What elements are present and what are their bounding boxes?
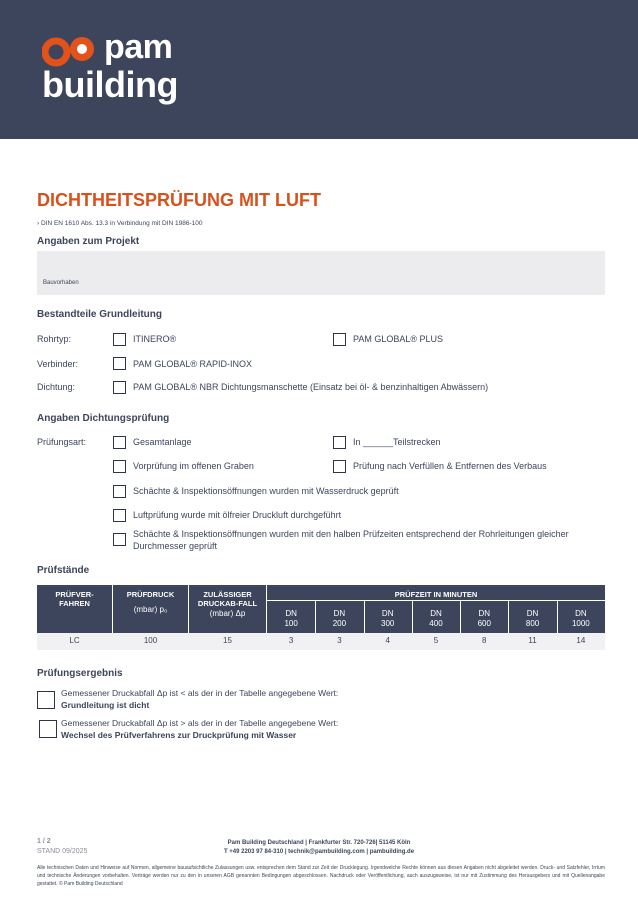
option-vorpruefung: Vorprüfung im offenen Graben xyxy=(133,461,254,471)
checkbox-halbe-pruefzeiten[interactable] xyxy=(113,533,126,546)
option-halbe-pruefzeiten-line2: Durchmesser geprüft xyxy=(133,541,218,551)
cell-zeit-4: 8 xyxy=(482,636,487,645)
page-title: DICHTHEITSPRÜFUNG MIT LUFT xyxy=(37,190,321,210)
th-verfahren-cell xyxy=(37,585,112,633)
th-dn-size: 300 xyxy=(381,619,395,628)
result-option1-line2: Grundleitung ist dicht xyxy=(61,700,150,710)
project-field-label: Bauvorhaben xyxy=(43,280,79,286)
th-dn-label: DN xyxy=(381,609,394,618)
th-dn-size: 1000 xyxy=(571,619,590,628)
th-dn-size: 600 xyxy=(477,619,491,628)
checkbox-teilstrecken[interactable] xyxy=(333,436,346,449)
checkbox-vorpruefung[interactable] xyxy=(113,460,126,473)
footer-disclaimer: Alle technischen Daten und Hinweise auf Normen, allgemeine bauaufsichtliche Zulassungen usw. entsprechen dem Stand zur Zeit der Drucklegung. Irgendwelche Rechte können aus diesen Angaben nicht abgeleitet werden. Druck- und Satzfehler, Irrtum und technische Änderungen vorbehalten. Verträge werden nur zu den in unseren AGB genannten Bedingungen abgeschlossen. Nachdruck oder Veröffentlichung, auch auszugsweise, ist nur mit Zustimmung des Herausgebers und mit Quellenangabe gestattet. © Pam Building Deutschland xyxy=(37,865,605,887)
th-dn-size: 800 xyxy=(525,619,540,628)
th-dn-label: DN xyxy=(575,609,587,618)
result-option2-line2: Wechsel des Prüfverfahrens zur Druckprüfung mit Wasser xyxy=(61,730,297,740)
cell-abfall: 15 xyxy=(223,636,232,645)
th-dn-0 xyxy=(267,609,315,629)
footer-address: Pam Building Deutschland | Frankfurter Str. 720-726| 51145 Köln xyxy=(227,840,411,846)
th-dn-label: DN xyxy=(430,609,442,618)
pruefstaende-heading: Prüfstände xyxy=(37,565,90,576)
th-dn-label: DN xyxy=(285,609,297,618)
project-heading: Angaben zum Projekt xyxy=(37,236,140,247)
cell-verfahren: LC xyxy=(69,636,80,645)
checkbox-gesamtanlage[interactable] xyxy=(113,436,126,449)
th-dn-separator xyxy=(557,601,558,633)
stand-date: STAND 09/2025 xyxy=(37,848,88,855)
result-heading: Prüfungsergebnis xyxy=(37,668,123,679)
th-dn-1 xyxy=(315,609,363,629)
norm-reference: › DIN EN 1610 Abs. 13.3 in Verbindung mit DIN 1986-100 xyxy=(37,220,203,227)
option-teilstrecken: In ______Teilstrecken xyxy=(353,437,441,447)
th-dn-separator xyxy=(364,601,365,633)
logo-text-building: building xyxy=(42,64,178,105)
option-schaechte-wasser: Schächte & Inspektionsöffnungen wurden mit Wasserdruck geprüft xyxy=(133,486,399,496)
th-dn-5 xyxy=(508,609,556,629)
cell-zeit-5: 11 xyxy=(528,636,537,645)
cell-zeit-1: 3 xyxy=(337,636,342,645)
th-verfahren: PRÜFVER-FAHREN xyxy=(55,590,94,608)
checkbox-pam-global-plus[interactable] xyxy=(333,333,346,346)
footer-contact: T +49 2203 97 84-310 | technik@pambuilding.com | pambuilding.de xyxy=(223,849,415,855)
checkbox-luftpruefung[interactable] xyxy=(113,509,126,522)
checkbox-itinero[interactable] xyxy=(113,333,126,346)
result-option2-line1: Gemessener Druckabfall Δp ist > als der in der Tabelle angegebene Wert: xyxy=(61,718,339,728)
th-dn-3 xyxy=(412,609,460,629)
verbinder-label: Verbinder: xyxy=(37,359,79,369)
th-zeit-divider xyxy=(267,600,605,601)
test-heading: Angaben Dichtungsprüfung xyxy=(37,413,170,424)
th-dn-size: 200 xyxy=(332,619,347,628)
th-druck-unit: (mbar) p₀ xyxy=(133,605,168,614)
rohrtyp-label: Rohrtyp: xyxy=(37,334,72,344)
checkbox-dicht[interactable] xyxy=(37,691,55,709)
th-dn-size: 100 xyxy=(284,619,298,628)
th-abfall-unit: (mbar) Δp xyxy=(209,609,246,618)
option-nach-verfuellen: Prüfung nach Verfüllen & Entfernen des Verbaus xyxy=(353,461,547,471)
th-abfall: ZULÄSSIGER DRUCKAB-FALL xyxy=(197,590,258,608)
option-pam-global-plus: PAM GLOBAL® PLUS xyxy=(353,334,443,344)
page-number: 1 / 2 xyxy=(37,838,51,845)
option-itinero: ITINERO® xyxy=(133,334,177,344)
th-dn-2 xyxy=(364,609,412,629)
cell-zeit-0: 3 xyxy=(288,636,294,645)
checkbox-nach-verfuellen[interactable] xyxy=(333,460,346,473)
option-nbr-dichtung: PAM GLOBAL® NBR Dichtungsmanschette (Einsatz bei öl- & benzinhaltigen Abwässern) xyxy=(133,382,489,392)
cell-zeit-6: 14 xyxy=(576,636,586,645)
th-dn-separator xyxy=(315,601,316,633)
th-dn-size: 400 xyxy=(429,619,443,628)
th-dn-label: DN xyxy=(333,609,346,618)
th-druck-cell xyxy=(113,585,188,633)
th-dn-label: DN xyxy=(526,609,539,618)
checkbox-schaechte-wasser[interactable] xyxy=(113,485,126,498)
option-halbe-pruefzeiten-line1: Schächte & Inspektionsöffnungen wurden mit den halben Prüfzeiten entsprechend der Rohrleitungen gleicher xyxy=(133,529,569,539)
option-rapid-inox: PAM GLOBAL® RAPID-INOX xyxy=(133,359,252,369)
checkbox-rapid-inox[interactable] xyxy=(113,357,126,370)
cell-zeit-2: 4 xyxy=(385,636,390,645)
option-gesamtanlage: Gesamtanlage xyxy=(133,437,192,447)
option-luftpruefung: Luftprüfung wurde mit ölfreier Druckluft durchgeführt xyxy=(133,510,342,520)
cell-druck: 100 xyxy=(143,636,158,645)
project-field[interactable] xyxy=(37,251,605,295)
result-option1-line1: Gemessener Druckabfall Δp ist < als der in der Tabelle angegebene Wert: xyxy=(61,688,339,698)
th-druck: PRÜFDRUCK xyxy=(126,590,175,599)
cell-zeit-3: 5 xyxy=(433,636,439,645)
components-heading: Bestandteile Grundleitung xyxy=(37,309,163,320)
pruefungsart-label: Prüfungsart: xyxy=(37,437,87,447)
header-banner xyxy=(0,0,638,139)
th-dn-6 xyxy=(557,609,605,629)
th-zeit: PRÜFZEIT IN MINUTEN xyxy=(394,590,478,599)
th-dn-separator xyxy=(460,601,461,633)
th-dn-4 xyxy=(460,609,508,629)
th-dn-separator xyxy=(508,601,509,633)
th-abfall-cell xyxy=(189,585,266,633)
checkbox-nbr-dichtung[interactable] xyxy=(113,381,126,394)
dichtung-label: Dichtung: xyxy=(37,382,76,392)
th-dn-separator xyxy=(412,601,413,633)
th-dn-label: DN xyxy=(478,609,491,618)
logo-text-pam: pam xyxy=(104,28,173,66)
checkbox-wechsel[interactable] xyxy=(39,720,57,738)
